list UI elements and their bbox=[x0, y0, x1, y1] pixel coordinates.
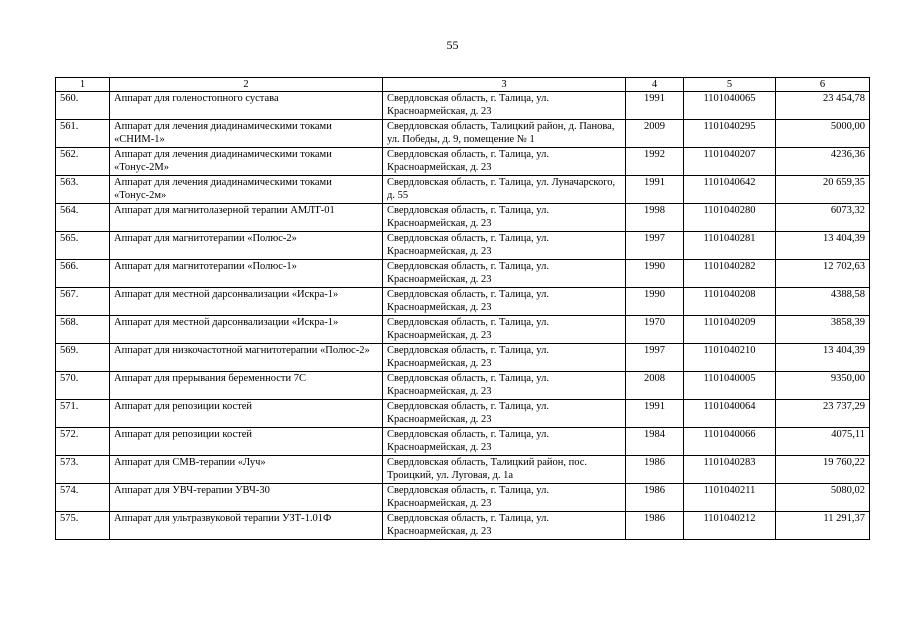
table-row bbox=[56, 204, 870, 232]
year-cell: 2009 bbox=[626, 120, 684, 148]
table-row bbox=[56, 288, 870, 316]
table-row bbox=[56, 176, 870, 204]
item-name-cell: Аппарат для ультразвуковой терапии УЗТ-1.01Ф bbox=[110, 512, 383, 540]
address-cell: Свердловская область, Талицкий район, д. Панова, ул. Победы, д. 9, помещение № 1 bbox=[383, 120, 626, 148]
table-row bbox=[56, 260, 870, 288]
table-body bbox=[56, 92, 870, 540]
column-header-6: 6 bbox=[776, 78, 870, 92]
address-cell: Свердловская область, Талицкий район, пос. Троицкий, ул. Луговая, д. 1а bbox=[383, 456, 626, 484]
year-cell: 1997 bbox=[626, 232, 684, 260]
address-cell: Свердловская область, г. Талица, ул. Красноармейская, д. 23 bbox=[383, 344, 626, 372]
cost-cell: 5080,02 bbox=[776, 484, 870, 512]
inventory-code-cell: 1101040280 bbox=[684, 204, 776, 232]
row-number-cell: 560. bbox=[56, 92, 110, 120]
inventory-code-cell: 1101040211 bbox=[684, 484, 776, 512]
address-cell: Свердловская область, г. Талица, ул. Красноармейская, д. 23 bbox=[383, 372, 626, 400]
item-name-cell: Аппарат для прерывания беременности 7С bbox=[110, 372, 383, 400]
table-row bbox=[56, 484, 870, 512]
item-name-cell: Аппарат для лечения диадинамическими токами «Тонус-2М» bbox=[110, 148, 383, 176]
row-number-cell: 567. bbox=[56, 288, 110, 316]
inventory-code-cell: 1101040065 bbox=[684, 92, 776, 120]
address-cell: Свердловская область, г. Талица, ул. Красноармейская, д. 23 bbox=[383, 92, 626, 120]
address-cell: Свердловская область, г. Талица, ул. Красноармейская, д. 23 bbox=[383, 288, 626, 316]
row-number-cell: 573. bbox=[56, 456, 110, 484]
year-cell: 1990 bbox=[626, 260, 684, 288]
item-name-cell: Аппарат для лечения диадинамическими токами «СНИМ-1» bbox=[110, 120, 383, 148]
column-header-5: 5 bbox=[684, 78, 776, 92]
row-number-cell: 565. bbox=[56, 232, 110, 260]
address-cell: Свердловская область, г. Талица, ул. Луначарского, д. 55 bbox=[383, 176, 626, 204]
cost-cell: 13 404,39 bbox=[776, 232, 870, 260]
table-row bbox=[56, 512, 870, 540]
inventory-code-cell: 1101040066 bbox=[684, 428, 776, 456]
year-cell: 1990 bbox=[626, 288, 684, 316]
cost-cell: 9350,00 bbox=[776, 372, 870, 400]
row-number-cell: 569. bbox=[56, 344, 110, 372]
inventory-code-cell: 1101040283 bbox=[684, 456, 776, 484]
cost-cell: 13 404,39 bbox=[776, 344, 870, 372]
cost-cell: 11 291,37 bbox=[776, 512, 870, 540]
item-name-cell: Аппарат для магнитотерапии «Полюс-1» bbox=[110, 260, 383, 288]
cost-cell: 3858,39 bbox=[776, 316, 870, 344]
item-name-cell: Аппарат для местной дарсонвализации «Искра-1» bbox=[110, 316, 383, 344]
year-cell: 2008 bbox=[626, 372, 684, 400]
table-row bbox=[56, 148, 870, 176]
inventory-code-cell: 1101040210 bbox=[684, 344, 776, 372]
year-cell: 1991 bbox=[626, 400, 684, 428]
table-row bbox=[56, 92, 870, 120]
cost-cell: 4236,36 bbox=[776, 148, 870, 176]
item-name-cell: Аппарат для магнитотерапии «Полюс-2» bbox=[110, 232, 383, 260]
inventory-code-cell: 1101040295 bbox=[684, 120, 776, 148]
item-name-cell: Аппарат для местной дарсонвализации «Искра-1» bbox=[110, 288, 383, 316]
table-row bbox=[56, 428, 870, 456]
item-name-cell: Аппарат для репозиции костей bbox=[110, 428, 383, 456]
row-number-cell: 563. bbox=[56, 176, 110, 204]
address-cell: Свердловская область, г. Талица, ул. Красноармейская, д. 23 bbox=[383, 316, 626, 344]
year-cell: 1986 bbox=[626, 484, 684, 512]
year-cell: 1970 bbox=[626, 316, 684, 344]
address-cell: Свердловская область, г. Талица, ул. Красноармейская, д. 23 bbox=[383, 260, 626, 288]
address-cell: Свердловская область, г. Талица, ул. Красноармейская, д. 23 bbox=[383, 400, 626, 428]
column-header-3: 3 bbox=[383, 78, 626, 92]
cost-cell: 23 454,78 bbox=[776, 92, 870, 120]
item-name-cell: Аппарат для магнитолазерной терапии АМЛТ-01 bbox=[110, 204, 383, 232]
inventory-code-cell: 1101040208 bbox=[684, 288, 776, 316]
row-number-cell: 572. bbox=[56, 428, 110, 456]
column-header-4: 4 bbox=[626, 78, 684, 92]
cost-cell: 5000,00 bbox=[776, 120, 870, 148]
year-cell: 1984 bbox=[626, 428, 684, 456]
cost-cell: 12 702,63 bbox=[776, 260, 870, 288]
item-name-cell: Аппарат для лечения диадинамическими токами «Тонус-2м» bbox=[110, 176, 383, 204]
table-row bbox=[56, 372, 870, 400]
address-cell: Свердловская область, г. Талица, ул. Красноармейская, д. 23 bbox=[383, 232, 626, 260]
row-number-cell: 561. bbox=[56, 120, 110, 148]
address-cell: Свердловская область, г. Талица, ул. Красноармейская, д. 23 bbox=[383, 484, 626, 512]
property-registry-table bbox=[55, 77, 870, 540]
year-cell: 1986 bbox=[626, 512, 684, 540]
table-row bbox=[56, 400, 870, 428]
inventory-code-cell: 1101040209 bbox=[684, 316, 776, 344]
cost-cell: 23 737,29 bbox=[776, 400, 870, 428]
year-cell: 1991 bbox=[626, 92, 684, 120]
cost-cell: 4075,11 bbox=[776, 428, 870, 456]
inventory-code-cell: 1101040281 bbox=[684, 232, 776, 260]
year-cell: 1997 bbox=[626, 344, 684, 372]
column-header-1: 1 bbox=[56, 78, 110, 92]
inventory-code-cell: 1101040005 bbox=[684, 372, 776, 400]
item-name-cell: Аппарат для УВЧ-терапии УВЧ-30 bbox=[110, 484, 383, 512]
table-header-row bbox=[56, 78, 870, 92]
page-number: 55 bbox=[446, 38, 459, 52]
cost-cell: 20 659,35 bbox=[776, 176, 870, 204]
item-name-cell: Аппарат для низкочастотной магнитотерапии «Полюс-2» bbox=[110, 344, 383, 372]
row-number-cell: 575. bbox=[56, 512, 110, 540]
table-row bbox=[56, 232, 870, 260]
cost-cell: 4388,58 bbox=[776, 288, 870, 316]
address-cell: Свердловская область, г. Талица, ул. Красноармейская, д. 23 bbox=[383, 148, 626, 176]
year-cell: 1998 bbox=[626, 204, 684, 232]
inventory-code-cell: 1101040642 bbox=[684, 176, 776, 204]
row-number-cell: 574. bbox=[56, 484, 110, 512]
row-number-cell: 566. bbox=[56, 260, 110, 288]
address-cell: Свердловская область, г. Талица, ул. Красноармейская, д. 23 bbox=[383, 204, 626, 232]
inventory-code-cell: 1101040064 bbox=[684, 400, 776, 428]
row-number-cell: 564. bbox=[56, 204, 110, 232]
cost-cell: 19 760,22 bbox=[776, 456, 870, 484]
table-row bbox=[56, 344, 870, 372]
inventory-code-cell: 1101040207 bbox=[684, 148, 776, 176]
inventory-code-cell: 1101040282 bbox=[684, 260, 776, 288]
table-row bbox=[56, 316, 870, 344]
row-number-cell: 562. bbox=[56, 148, 110, 176]
year-cell: 1986 bbox=[626, 456, 684, 484]
year-cell: 1991 bbox=[626, 176, 684, 204]
year-cell: 1992 bbox=[626, 148, 684, 176]
address-cell: Свердловская область, г. Талица, ул. Красноармейская, д. 23 bbox=[383, 428, 626, 456]
item-name-cell: Аппарат для репозиции костей bbox=[110, 400, 383, 428]
table-row bbox=[56, 456, 870, 484]
row-number-cell: 568. bbox=[56, 316, 110, 344]
column-header-2: 2 bbox=[110, 78, 383, 92]
cost-cell: 6073,32 bbox=[776, 204, 870, 232]
item-name-cell: Аппарат для СМВ-терапии «Луч» bbox=[110, 456, 383, 484]
item-name-cell: Аппарат для голеностопного сустава bbox=[110, 92, 383, 120]
row-number-cell: 571. bbox=[56, 400, 110, 428]
table-row bbox=[56, 120, 870, 148]
row-number-cell: 570. bbox=[56, 372, 110, 400]
address-cell: Свердловская область, г. Талица, ул. Красноармейская, д. 23 bbox=[383, 512, 626, 540]
inventory-code-cell: 1101040212 bbox=[684, 512, 776, 540]
